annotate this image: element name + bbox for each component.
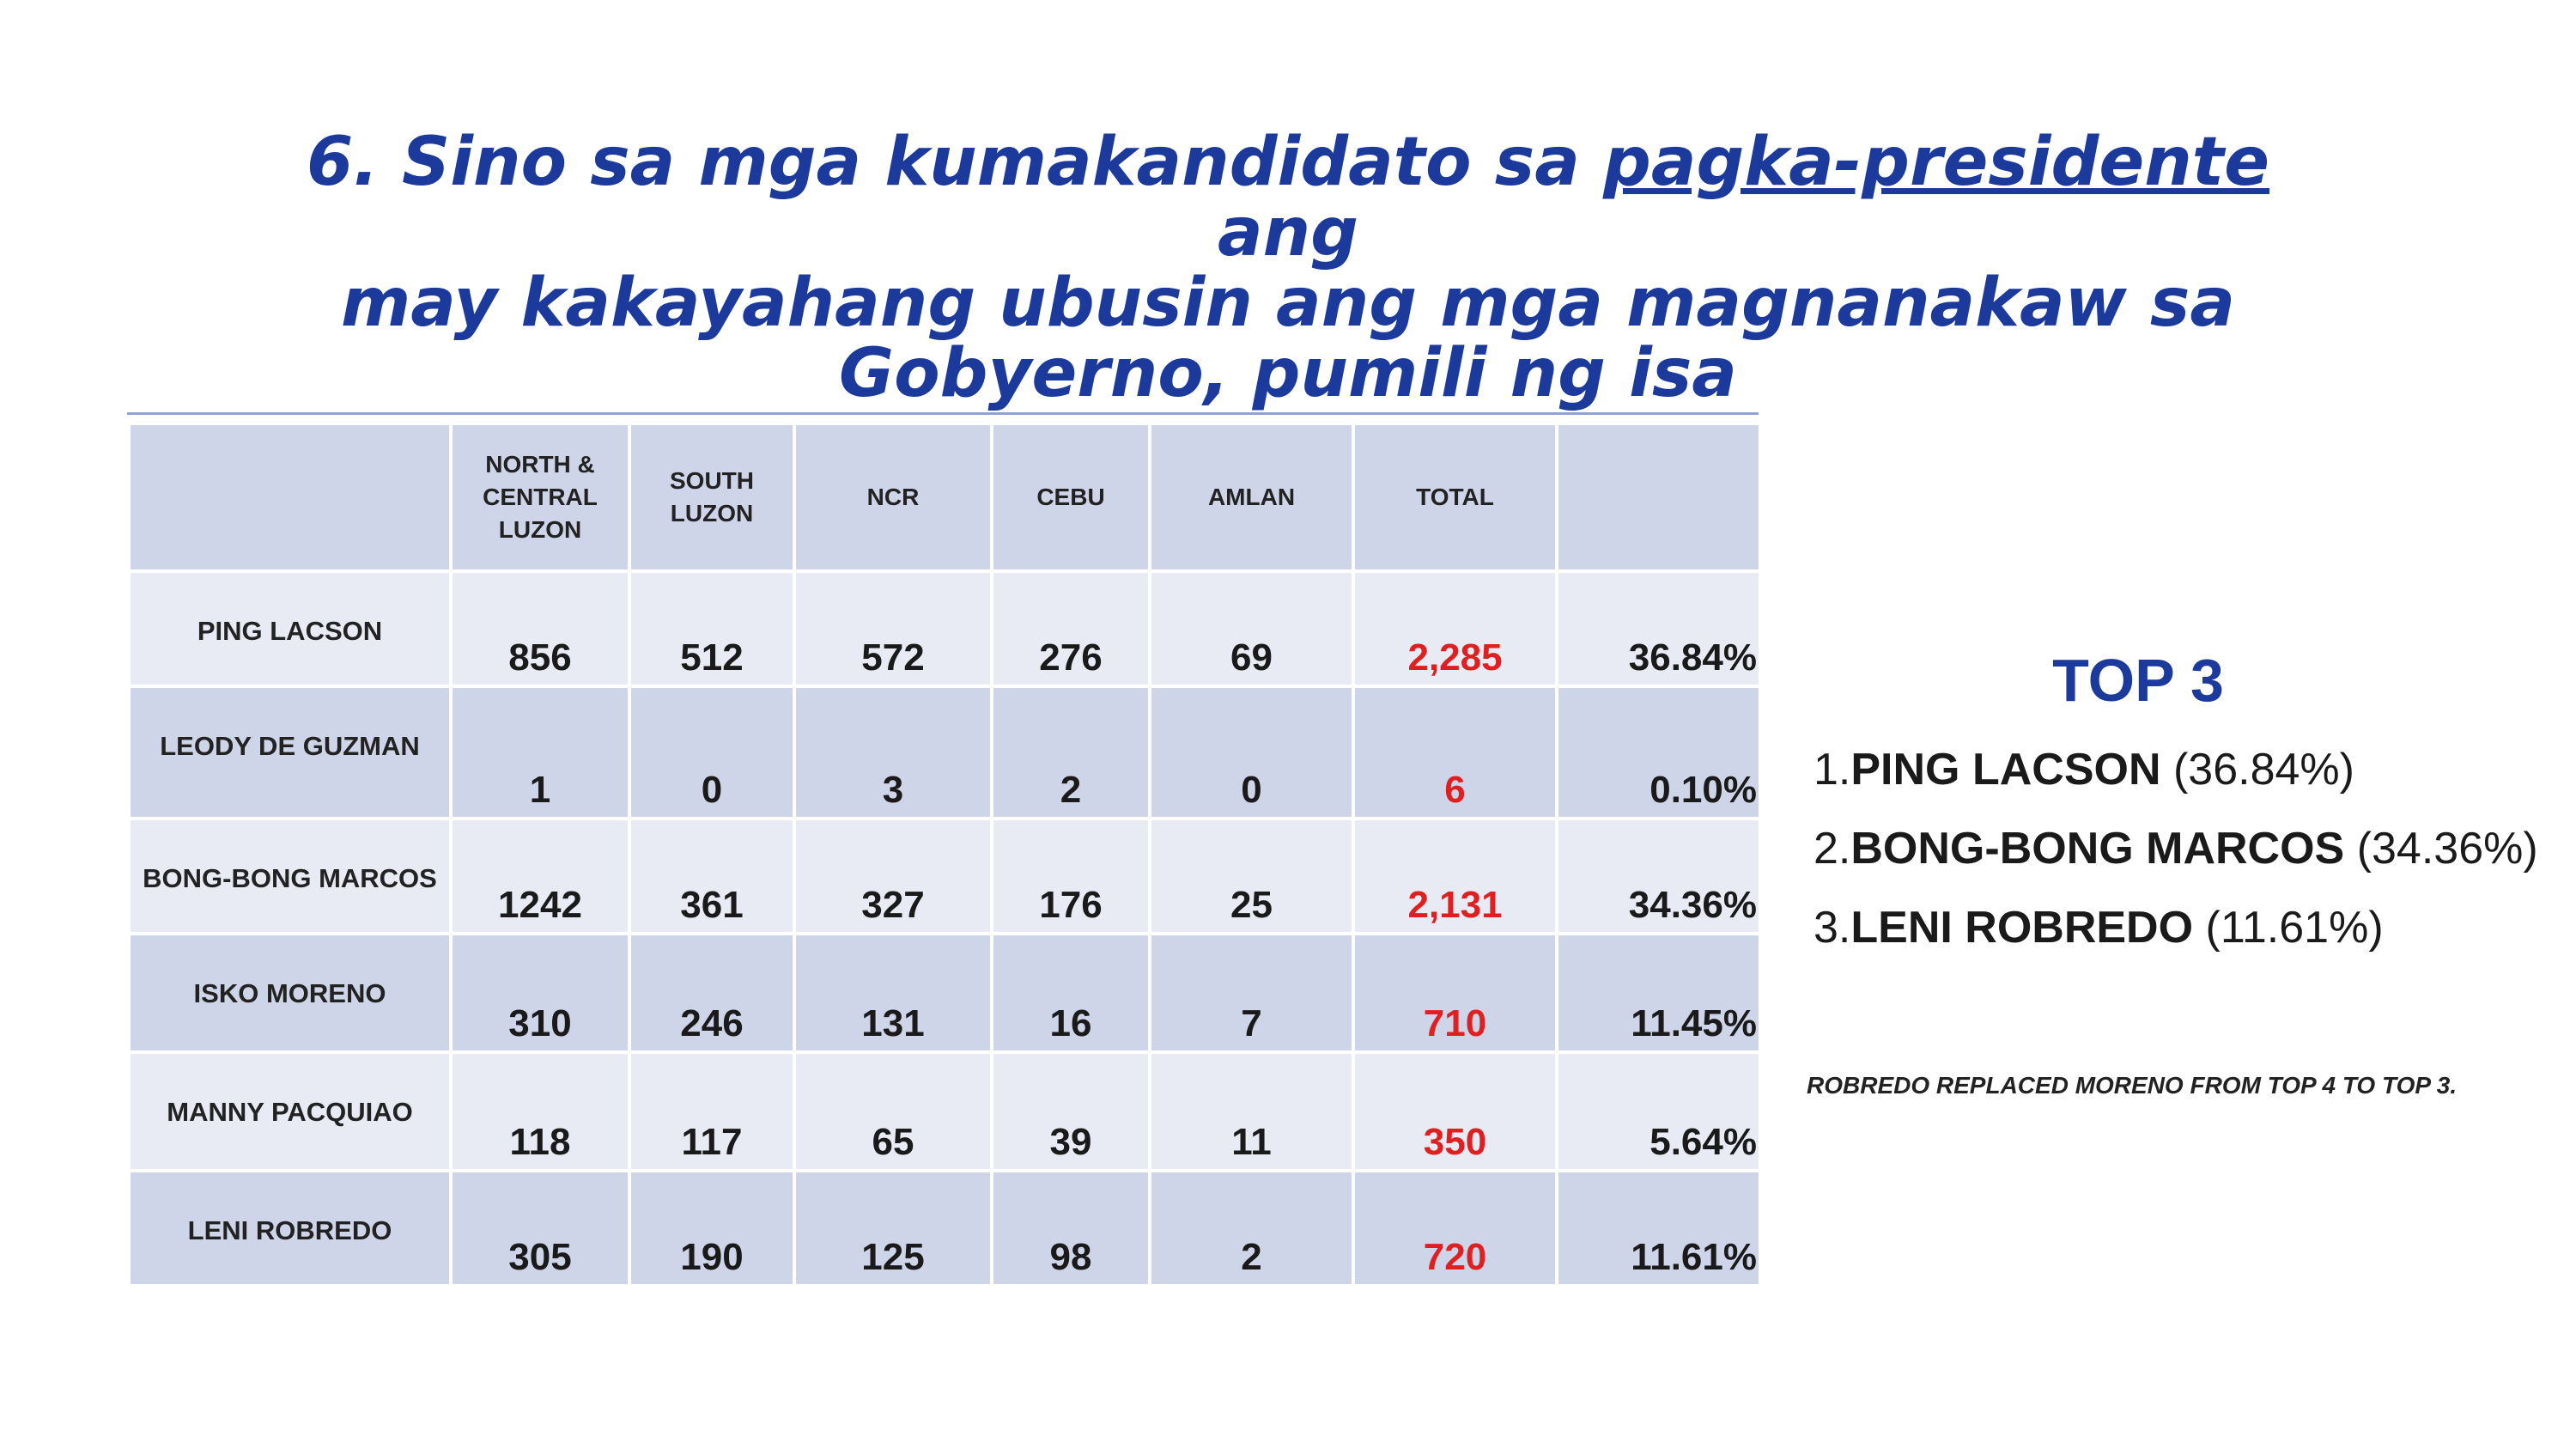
title-underlined: pagka-presidente: [1602, 124, 2269, 201]
table-top-rule: [127, 412, 1759, 415]
table-row: [129, 686, 1760, 819]
cell-ncr: 572: [794, 571, 992, 686]
cell-percent: 5.64%: [1557, 1052, 1760, 1171]
cell-total: 2,131: [1353, 819, 1557, 934]
candidate-name: LENI ROBREDO: [129, 1171, 451, 1286]
candidate-name: PING LACSON: [129, 571, 451, 686]
cell-ncr: 125: [794, 1171, 992, 1286]
cell-cebu: 16: [992, 934, 1150, 1052]
cell-ncr: 65: [794, 1052, 992, 1171]
cell-total: 6: [1353, 686, 1557, 819]
cell-percent: 11.61%: [1557, 1171, 1760, 1286]
top3-heading: TOP 3: [2052, 647, 2224, 714]
list-item: 1.PING LACSON (36.84%): [1814, 745, 2354, 795]
cell-ncr: 131: [794, 934, 992, 1052]
cell-nc-luzon: 118: [451, 1052, 629, 1171]
cell-cebu: 276: [992, 571, 1150, 686]
cell-cebu: 98: [992, 1171, 1150, 1286]
cell-ncr: 3: [794, 686, 992, 819]
candidate-name: MANNY PACQUIAO: [129, 1052, 451, 1171]
cell-amlan: 69: [1150, 571, 1353, 686]
cell-total: 710: [1353, 934, 1557, 1052]
header-candidate: [129, 423, 451, 571]
table-header-row: [129, 423, 1760, 571]
candidate-name: ISKO MORENO: [129, 934, 451, 1052]
cell-cebu: 176: [992, 819, 1150, 934]
results-table-wrap: [127, 412, 1759, 1288]
cell-nc-luzon: 310: [451, 934, 629, 1052]
header-total: TOTAL: [1353, 423, 1557, 571]
cell-cebu: 39: [992, 1052, 1150, 1171]
header-south-luzon: SOUTH LUZON: [629, 423, 794, 571]
cell-amlan: 11: [1150, 1052, 1353, 1171]
cell-percent: 34.36%: [1557, 819, 1760, 934]
title-line-3: Gobyerno, pumili ng isa: [839, 335, 1737, 412]
results-table: [127, 422, 1762, 1288]
cell-s-luzon: 190: [629, 1171, 794, 1286]
cell-amlan: 2: [1150, 1171, 1353, 1286]
cell-percent: 11.45%: [1557, 934, 1760, 1052]
header-cebu: CEBU: [992, 423, 1150, 571]
title-line-1: 6. Sino sa mga kumakandidato sa pagka-presidente ang: [306, 124, 2269, 271]
cell-s-luzon: 361: [629, 819, 794, 934]
header-percent: [1557, 423, 1760, 571]
cell-s-luzon: 246: [629, 934, 794, 1052]
list-item: 2.BONG-BONG MARCOS (34.36%): [1814, 824, 2538, 874]
cell-amlan: 0: [1150, 686, 1353, 819]
cell-nc-luzon: 856: [451, 571, 629, 686]
cell-total: 720: [1353, 1171, 1557, 1286]
cell-amlan: 7: [1150, 934, 1353, 1052]
cell-s-luzon: 117: [629, 1052, 794, 1171]
title-line-2: may kakayahang ubusin ang mga magnanakaw sa: [341, 265, 2235, 342]
header-north-central-luzon: NORTH & CENTRAL LUZON: [451, 423, 629, 571]
list-item: 3.LENI ROBREDO (11.61%): [1814, 903, 2384, 953]
table-row: [129, 934, 1760, 1052]
header-amlan: AMLAN: [1150, 423, 1353, 571]
cell-percent: 0.10%: [1557, 686, 1760, 819]
footnote: ROBREDO REPLACED MORENO FROM TOP 4 TO TOP 3.: [1807, 1072, 2458, 1099]
cell-total: 2,285: [1353, 571, 1557, 686]
header-ncr: NCR: [794, 423, 992, 571]
cell-total: 350: [1353, 1052, 1557, 1171]
cell-s-luzon: 0: [629, 686, 794, 819]
table-row: [129, 819, 1760, 934]
table-row: [129, 1171, 1760, 1286]
top3-list: [1814, 730, 2569, 967]
cell-ncr: 327: [794, 819, 992, 934]
cell-s-luzon: 512: [629, 571, 794, 686]
slide-title: [258, 124, 2318, 412]
candidate-name: LEODY DE GUZMAN: [129, 686, 451, 819]
cell-nc-luzon: 305: [451, 1171, 629, 1286]
cell-nc-luzon: 1242: [451, 819, 629, 934]
candidate-name: BONG-BONG MARCOS: [129, 819, 451, 934]
cell-nc-luzon: 1: [451, 686, 629, 819]
cell-cebu: 2: [992, 686, 1150, 819]
cell-percent: 36.84%: [1557, 571, 1760, 686]
cell-amlan: 25: [1150, 819, 1353, 934]
table-row: [129, 1052, 1760, 1171]
table-row: [129, 571, 1760, 686]
